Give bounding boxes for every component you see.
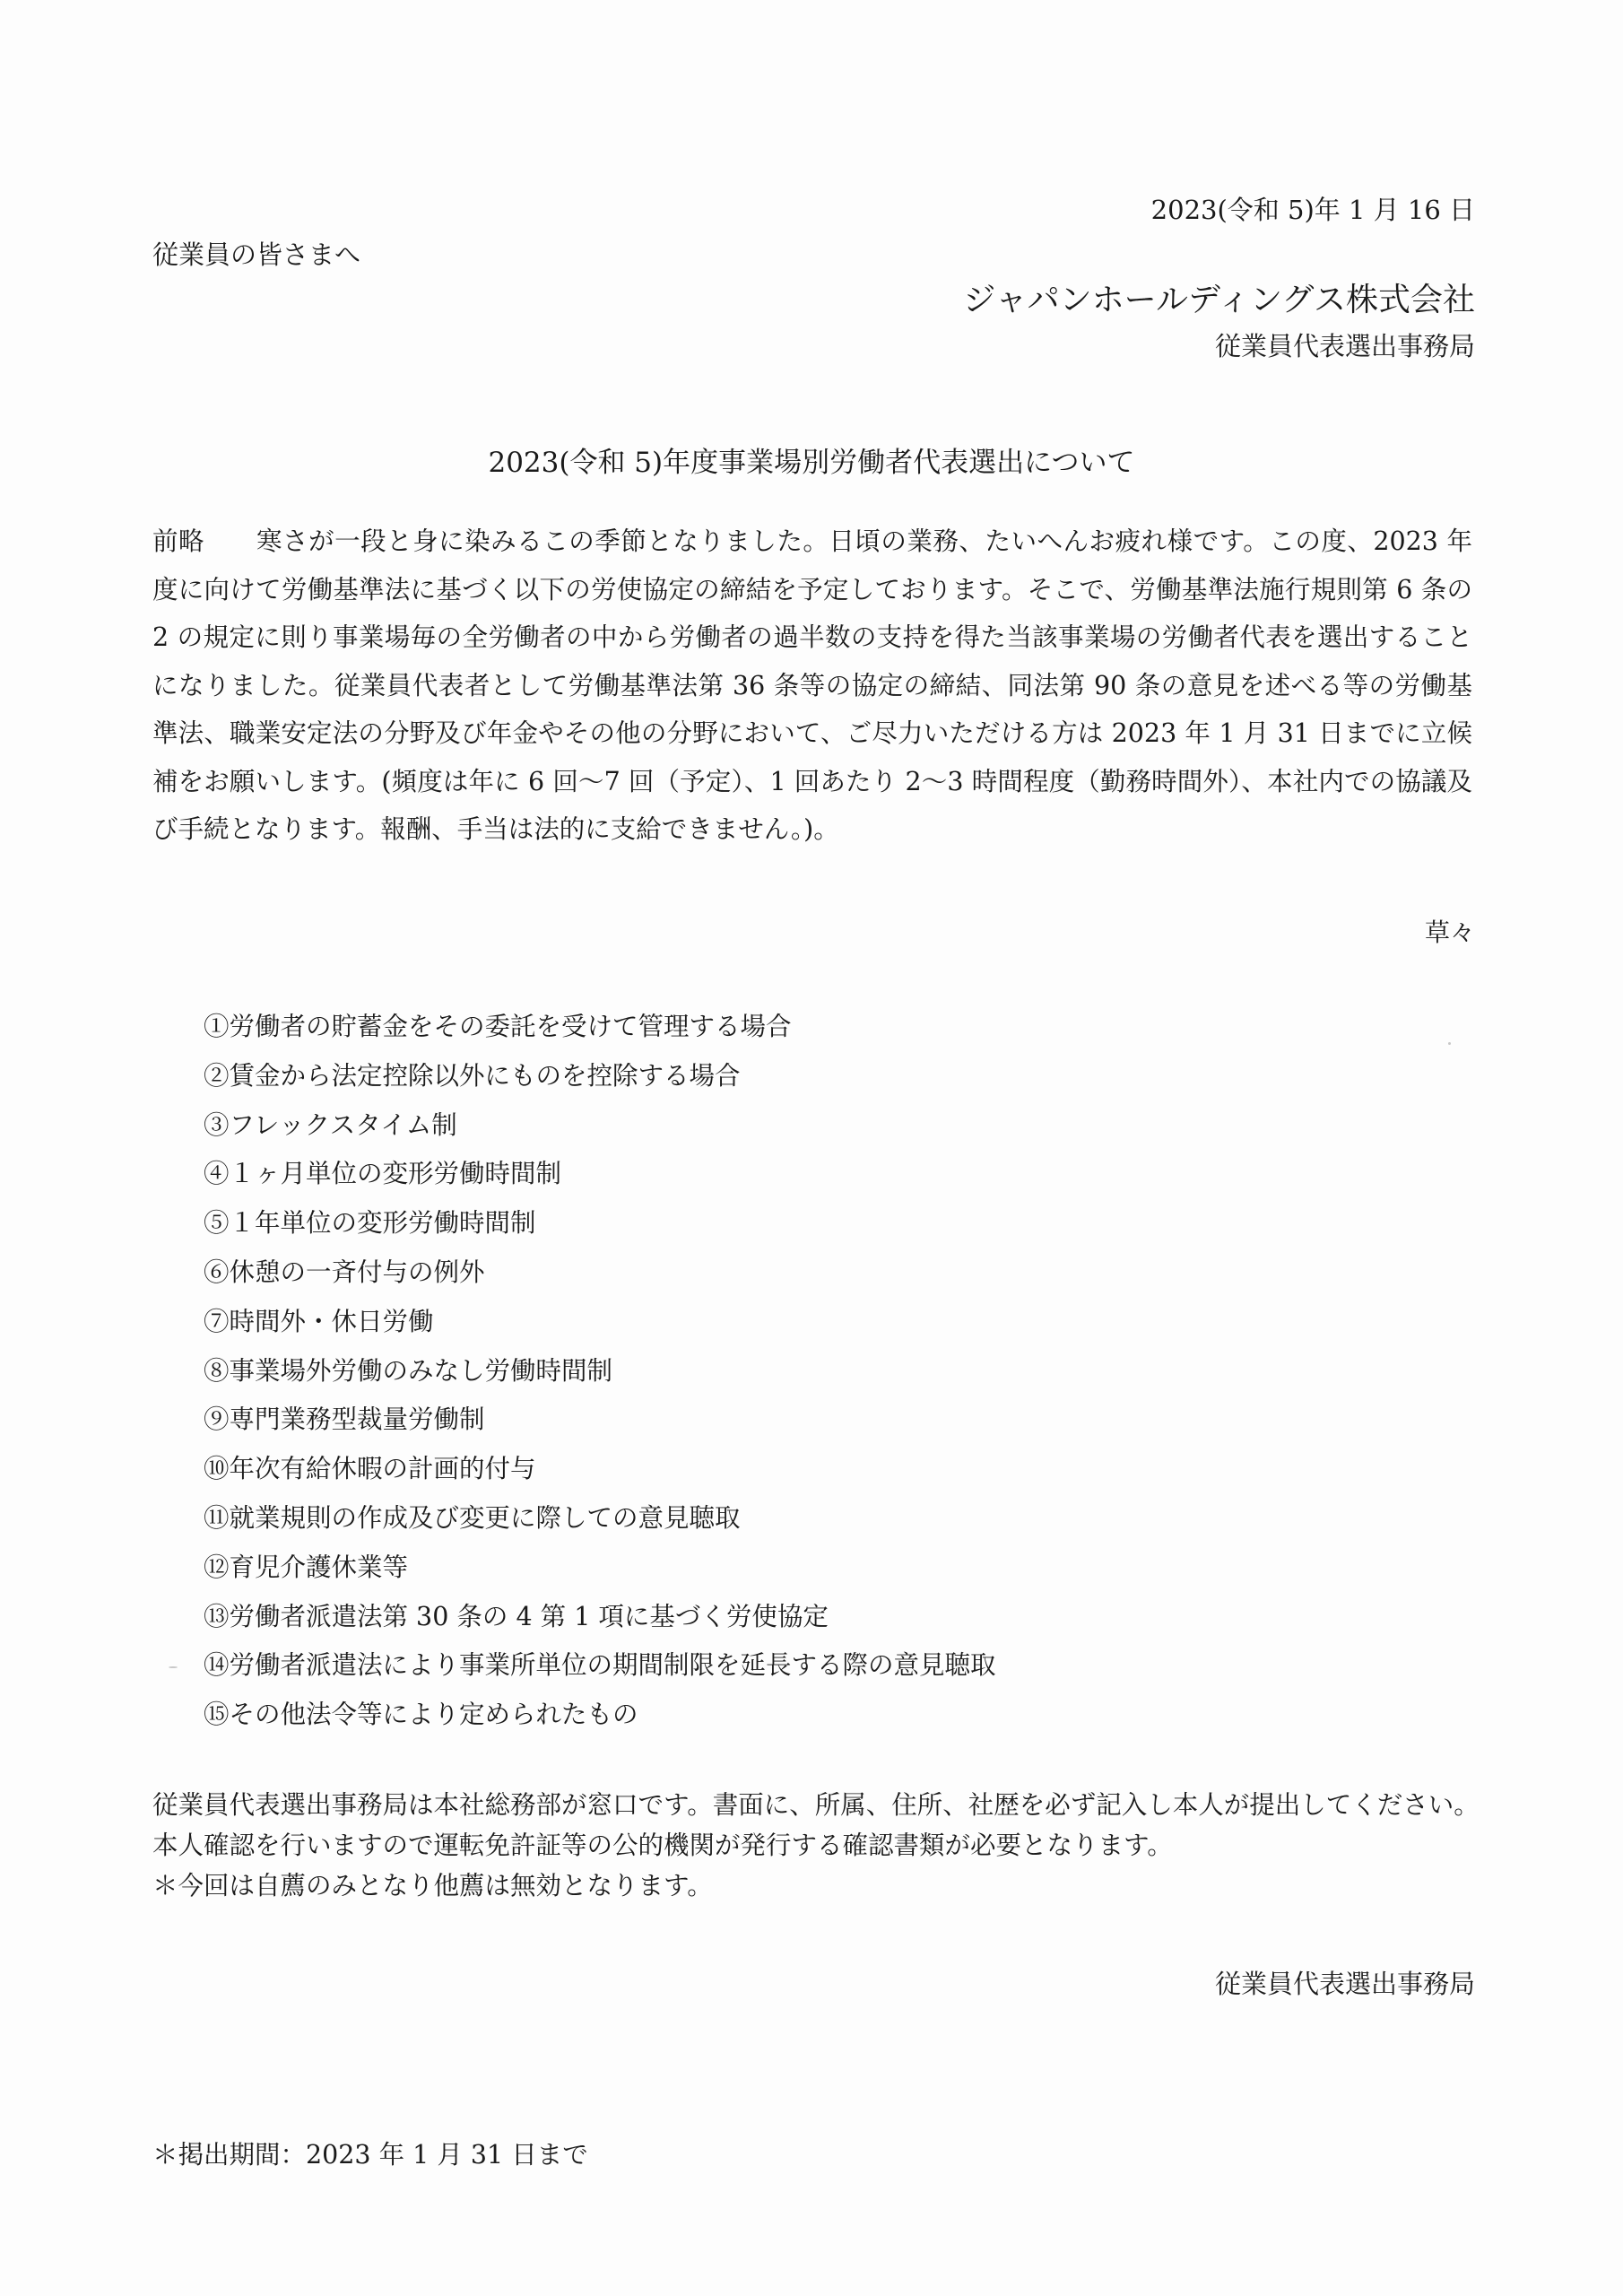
list-item: ⑧事業場外労働のみなし労働時間制 bbox=[204, 1355, 613, 1386]
list-item: ⑭労働者派遣法により事業所単位の期間制限を延長する際の意見聴取 bbox=[204, 1650, 996, 1681]
list-item: ⑥休憩の一斉付与の例外 bbox=[204, 1257, 485, 1287]
list-item: ⑮その他法令等により定められたもの bbox=[204, 1700, 638, 1730]
signature-department: 従業員代表選出事務局 bbox=[1214, 1969, 1475, 1999]
list-item: ⑤１年単位の変形労働時間制 bbox=[204, 1208, 536, 1239]
list-item: ⑦時間外・休日労働 bbox=[204, 1306, 434, 1336]
application-notes bbox=[152, 1785, 1492, 1906]
list-item: ①労働者の貯蓄金をその委託を受けて管理する場合 bbox=[204, 1012, 792, 1041]
list-item: ⑬労働者派遣法第 30 条の 4 第 1 項に基づく労使協定 bbox=[204, 1601, 829, 1631]
list-item: ⑪就業規則の作成及び変更に際しての意見聴取 bbox=[204, 1502, 741, 1533]
self-nomination-note: ＊今回は自薦のみとなり他薦は無効となります。 bbox=[152, 1871, 713, 1900]
list-item: ⑨専門業務型裁量労働制 bbox=[204, 1405, 485, 1435]
agreement-list bbox=[204, 1003, 996, 1740]
list-item: ③フレックスタイム制 bbox=[204, 1109, 457, 1140]
document-date: 2023(令和 5)年 1 月 16 日 bbox=[1150, 195, 1475, 225]
company-name: ジャパンホールディングス株式会社 bbox=[963, 282, 1475, 318]
document-title: 2023(令和 5)年度事業場別労働者代表選出について bbox=[488, 447, 1135, 479]
posting-period: ＊掲出期間：2023 年 1 月 31 日まで bbox=[152, 2140, 588, 2170]
closing-remark: 草々 bbox=[1424, 918, 1475, 947]
issuing-department: 従業員代表選出事務局 bbox=[1214, 331, 1475, 361]
scan-speck bbox=[1448, 1042, 1451, 1045]
list-item: ⑫育児介護休業等 bbox=[204, 1552, 409, 1582]
list-item: ⑩年次有給休暇の計画的付与 bbox=[204, 1454, 536, 1484]
recipient-line: 従業員の皆さまへ bbox=[152, 239, 361, 270]
scan-speck bbox=[169, 1666, 178, 1668]
list-item: ②賃金から法定控除以外にものを控除する場合 bbox=[204, 1060, 741, 1091]
body-paragraph: 前略 寒さが一段と身に染みるこの季節となりました。日頃の業務、たいへんお疲れ様です。この度、2023 年度に向けて労働基準法に基づく以下の労使協定の締結を予定しております。そこで、労働基準法施行規則第 6 条の 2 の規定に則り事業場毎の全労働者の中から労働者の過半数の支持を得た当該事業場の労働者代表を選出することになりました。従業員代表者として労働基準法第 36 条等の協定の締結、同法第 90 条の意見を述べる等の労働基準法、職業安定法の分野及び年金やその他の分野において、ご尽力いただける方は 2023 年 1 月 31 日までに立候補をお願いします。(頻度は年に 6 回〜7 回（予定）、1 回あたり 2〜3 時間程度（勤務時間外）、本社内での協議及び手続となります。報酬、手当は法的に支給できません。)。 bbox=[152, 526, 1472, 844]
application-instructions: 従業員代表選出事務局は本社総務部が窓口です。書面に、所属、住所、社歴を必ず記入し本人が提出してください。 本人確認を行いますので運転免許証等の公的機関が発行する確認書類が必要となります。 bbox=[152, 1790, 1492, 1860]
list-item: ④１ヶ月単位の変形労働時間制 bbox=[204, 1159, 562, 1189]
